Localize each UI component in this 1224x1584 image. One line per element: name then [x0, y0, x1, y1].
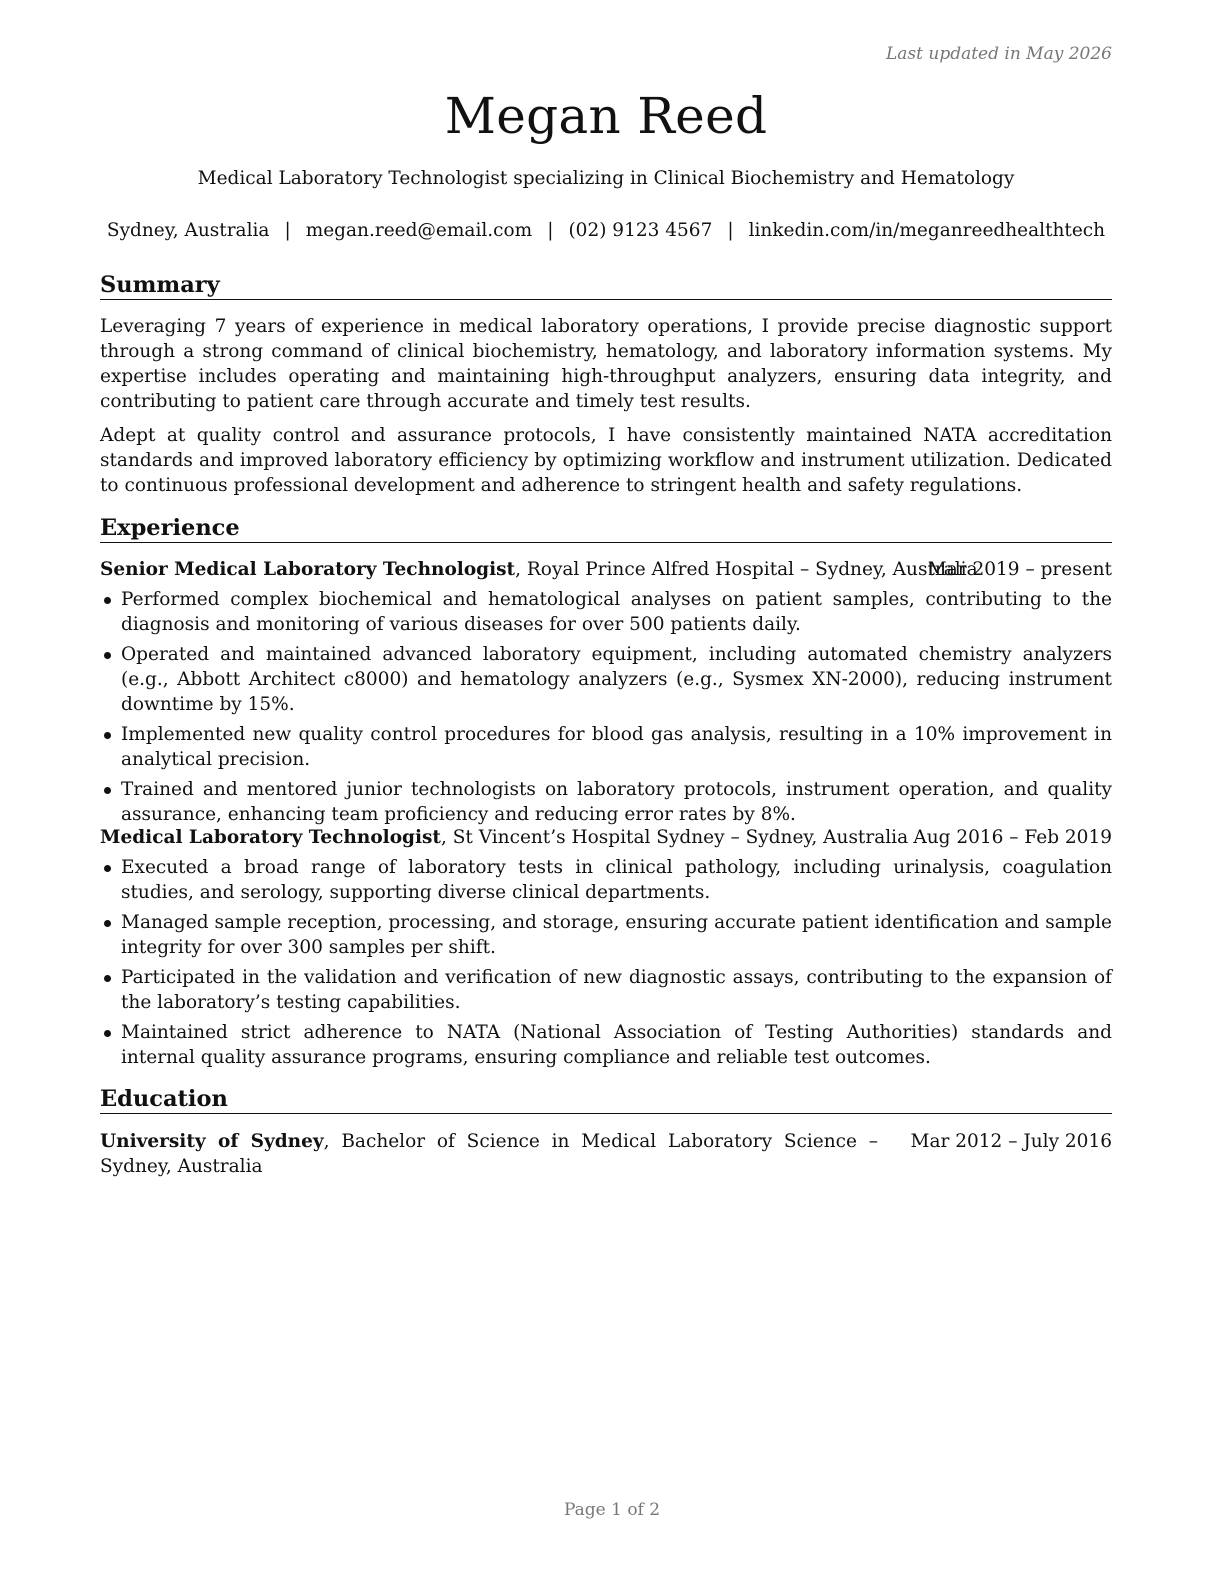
- bullet-text: Implemented new quality control procedures for blood gas analysis, resulting in a 10% improvement in analytical precision.: [121, 724, 1112, 770]
- job-employer: , Royal Prince Alfred Hospital – Sydney, Australia: [515, 559, 978, 580]
- bullet-text: Managed sample reception, processing, and storage, ensuring accurate patient identification and sample integrity for over 300 samples per shift.: [121, 912, 1112, 958]
- bullet-icon: [104, 732, 111, 739]
- job-bullets: [100, 855, 1112, 1075]
- job-title: Senior Medical Laboratory Technologist: [100, 559, 516, 580]
- education-institution: University of Sydney: [100, 1131, 324, 1152]
- summary-heading: Summary: [100, 271, 1112, 300]
- job-header: [100, 557, 1112, 582]
- job-dates: Aug 2016 – Feb 2019: [913, 827, 1112, 848]
- experience-heading: Experience: [100, 514, 1112, 543]
- education-dates: Mar 2012 – July 2016: [910, 1131, 1112, 1152]
- list-item: [100, 965, 1112, 1015]
- education-text: [100, 1129, 878, 1179]
- list-item: [100, 910, 1112, 960]
- contact-linkedin[interactable]: linkedin.com/in/meganreedhealthtech: [748, 220, 1106, 241]
- education-entry: [100, 1129, 1112, 1179]
- tagline: Medical Laboratory Technologist specializing in Clinical Biochemistry and Hematology: [197, 168, 1015, 189]
- bullet-icon: [104, 920, 111, 927]
- list-item: [100, 855, 1112, 905]
- contact-separator: |: [547, 220, 554, 241]
- list-item: [100, 777, 1112, 827]
- bullet-text: Maintained strict adherence to NATA (National Association of Testing Authorities) standards and internal quality assurance programs, ensuring compliance and reliable test outcomes.: [121, 1022, 1112, 1068]
- education-heading: Education: [100, 1085, 1112, 1114]
- bullet-icon: [104, 652, 111, 659]
- list-item: [100, 1020, 1112, 1070]
- contact-location: Sydney, Australia: [106, 220, 270, 241]
- education-detail: , Bachelor of Science in Medical Laboratory Science – Sydney, Australia: [100, 1131, 878, 1177]
- last-updated: Last updated in May 2026: [885, 44, 1112, 64]
- job-bullets: [100, 587, 1112, 832]
- bullet-text: Performed complex biochemical and hematological analyses on patient samples, contributing to the diagnosis and monitoring of various diseases for over 500 patients daily.: [121, 589, 1112, 635]
- job-employer: , St Vincent’s Hospital Sydney – Sydney, Australia: [440, 827, 909, 848]
- bullet-icon: [104, 1030, 111, 1037]
- bullet-text: Trained and mentored junior technologists on laboratory protocols, instrument operation, and quality assurance, enhancing team proficiency and reducing error rates by 8%.: [121, 779, 1112, 825]
- summary-paragraph: Leveraging 7 years of experience in medical laboratory operations, I provide precise diagnostic support through a strong command of clinical biochemistry, hematology, and laboratory information systems. My expertise includes operating and maintaining high-throughput analyzers, ensuring data integrity, and contributing to patient care through accurate and timely test results.: [100, 316, 1112, 412]
- contact-phone[interactable]: (02) 9123 4567: [568, 220, 713, 241]
- job-dates: Mar 2019 – present: [927, 559, 1112, 580]
- contact-email[interactable]: megan.reed@email.com: [305, 220, 533, 241]
- contact-separator: |: [284, 220, 291, 241]
- contact-separator: |: [727, 220, 734, 241]
- bullet-text: Participated in the validation and verification of new diagnostic assays, contributing to the expansion of the laboratory’s testing capabilities.: [121, 967, 1112, 1013]
- job-header: [100, 825, 1112, 850]
- bullet-text: Operated and maintained advanced laboratory equipment, including automated chemistry analyzers (e.g., Abbott Architect c8000) and hematology analyzers (e.g., Sysmex XN-2000), reducing instrument downtime by 15%.: [121, 644, 1112, 715]
- bullet-text: Executed a broad range of laboratory tests in clinical pathology, including urinalysis, coagulation studies, and serology, supporting diverse clinical departments.: [121, 857, 1112, 903]
- list-item: [100, 642, 1112, 717]
- bullet-icon: [104, 865, 111, 872]
- list-item: [100, 722, 1112, 772]
- bullet-icon: [104, 975, 111, 982]
- summary-paragraph: Adept at quality control and assurance protocols, I have consistently maintained NATA accreditation standards and improved laboratory efficiency by optimizing workflow and instrument utilization. Dedicated to continuous professional development and adherence to stringent health and safety regulations.: [100, 425, 1112, 496]
- contact-line: [100, 218, 1112, 244]
- list-item: [100, 587, 1112, 637]
- page-number: Page 1 of 2: [563, 1500, 661, 1520]
- bullet-icon: [104, 787, 111, 794]
- candidate-name: Megan Reed: [444, 87, 768, 145]
- bullet-icon: [104, 597, 111, 604]
- job-title: Medical Laboratory Technologist: [100, 827, 441, 848]
